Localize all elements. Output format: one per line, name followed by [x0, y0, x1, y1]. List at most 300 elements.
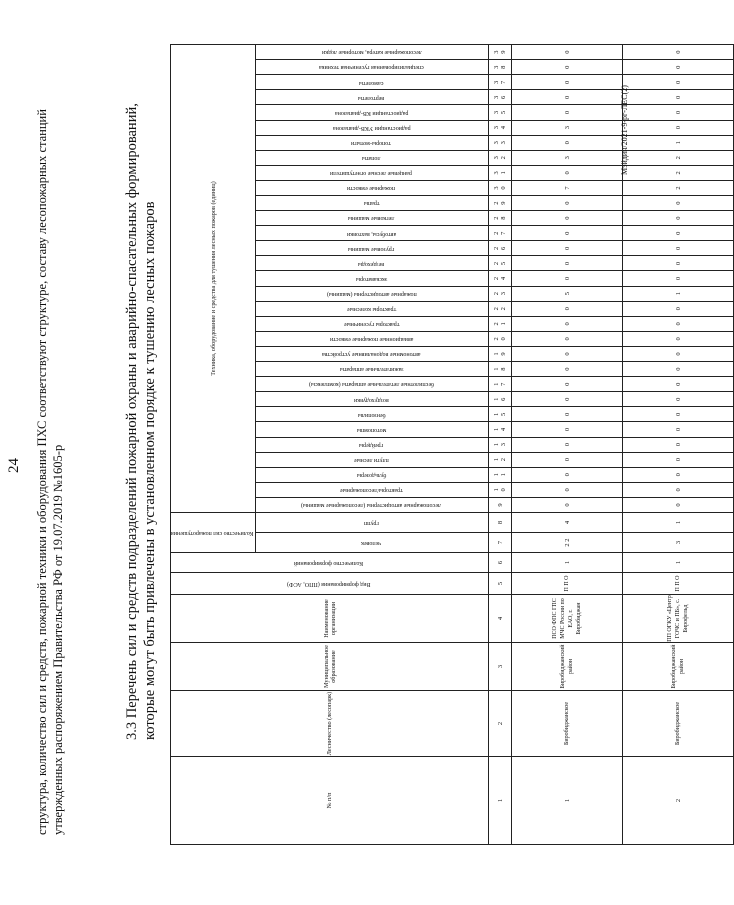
cell-equipment-8-text: 0 [674, 397, 682, 401]
header-equipment-18-text: грузовые машины [348, 245, 395, 252]
header-equipment-26-text: радиостанции УКВ-диапазона [332, 124, 411, 131]
col-number-equip-22 [489, 180, 512, 195]
col-number-equip-8-text: 1 6 [493, 397, 508, 401]
cell-equipment-5-text: 0 [563, 442, 571, 447]
cell-groups [512, 513, 623, 533]
cell-equipment-24 [512, 150, 623, 165]
cell-equipment-21-text: 0 [674, 201, 682, 205]
header-equipment-9 [256, 377, 489, 392]
col-number-equip-18-text: 2 6 [493, 246, 508, 250]
cell-equipment-21 [623, 196, 734, 211]
cell-equipment-15-text: 5 [563, 292, 571, 296]
cell-formation-count [623, 553, 734, 573]
cell-equipment-30 [623, 60, 734, 75]
cell-equipment-26 [623, 120, 734, 135]
cell-equipment-18 [512, 241, 623, 256]
header-equipment-28-text: вертолеты [358, 94, 385, 101]
header-equipment-12-text: авиационные пожарные емкости [329, 336, 414, 343]
cell-equipment-25 [623, 135, 734, 150]
col-number-equip-25 [489, 135, 512, 150]
header-equipment-28 [256, 90, 489, 105]
cell-equipment-24-text: 3 [563, 156, 571, 160]
cell-equipment-15 [512, 286, 623, 301]
header-formation-type [171, 573, 489, 595]
table-row [512, 45, 623, 845]
header-equipment-31 [256, 45, 489, 60]
cell-equipment-4-text: 0 [674, 458, 682, 462]
cell-municipality-text: Биробиджанский район [560, 644, 575, 689]
cell-groups-text: 1 [674, 520, 682, 525]
header-organization-text: Наименование организации [322, 599, 337, 638]
header-equipment-7 [256, 407, 489, 422]
cell-equipment-1 [623, 497, 734, 512]
cell-forestry [623, 691, 734, 757]
header-equipment-16-text: экскаваторы [355, 275, 388, 282]
header-equipment-2 [256, 482, 489, 497]
cell-equipment-1-text: 0 [674, 503, 682, 507]
cell-equipment-6 [623, 422, 734, 437]
cell-num-text: 1 [563, 798, 571, 803]
col-number-equip-19-text: 2 7 [493, 231, 508, 235]
cell-equipment-5-text: 0 [674, 442, 682, 447]
header-equipment-8-text: воздуходувки [354, 396, 389, 403]
cell-equipment-14-text: 0 [674, 307, 682, 311]
cell-equipment-20 [512, 211, 623, 226]
header-equipment-7-text: бензопилы [357, 411, 386, 418]
section-title-line-2: которые могут быть привлечены в установленном порядке к тушению лесных пожаров [142, 201, 158, 740]
cell-equipment-26-text: 0 [674, 125, 682, 130]
col-number-c4 [489, 595, 512, 643]
cell-organization-text: ПСО ФПС ГПС МЧС России по ЕАО, г. Биробиджан [552, 598, 583, 639]
cell-equipment-12 [512, 331, 623, 346]
header-equipment-6 [256, 422, 489, 437]
cell-equipment-19 [512, 226, 623, 241]
header-equipment-11-text: автономные водоналивные устройства [322, 351, 421, 358]
cell-equipment-1-text: 0 [563, 503, 571, 507]
cell-equipment-20-text: 0 [674, 216, 682, 220]
cell-equipment-13 [623, 316, 734, 331]
cell-municipality-text: Биробиджанский район [671, 644, 686, 689]
cell-formation-type [623, 573, 734, 595]
col-number-equip-14-text: 2 2 [493, 307, 508, 311]
col-number-equip-13 [489, 316, 512, 331]
header-equipment-23-text: ранцевые лесные огнетушители [330, 170, 413, 177]
document-code: Мэйдин/2021-9-рг-ЛЕС(2) [620, 85, 629, 175]
cell-equipment-5 [512, 437, 623, 452]
col-number-equip-24 [489, 150, 512, 165]
header-equipment-10-text: зажигательные аппараты [339, 366, 404, 373]
col-number-c6 [489, 553, 512, 573]
cell-people [512, 533, 623, 553]
cell-groups [623, 513, 734, 533]
numbering-row [489, 45, 512, 845]
cell-equipment-19-text: 0 [563, 231, 571, 235]
col-number-equip-9-text: 1 7 [493, 382, 508, 386]
page-number: 24 [6, 458, 22, 473]
cell-equipment-3 [623, 467, 734, 482]
cell-num [623, 757, 734, 845]
col-number-equip-1 [489, 497, 512, 512]
header-equipment-30 [256, 60, 489, 75]
col-number-equip-23 [489, 165, 512, 180]
cell-equipment-18-text: 0 [674, 246, 682, 250]
header-equipment-6-text: мотопомпы [356, 426, 387, 433]
cell-equipment-10-text: 0 [674, 367, 682, 371]
col-number-equip-25-text: 3 3 [493, 141, 508, 145]
header-equipment-14-text: тракторы колесные [346, 305, 396, 312]
header-equipment-22-text: пожарные емкости [347, 185, 396, 192]
col-number-equip-11 [489, 346, 512, 361]
col-number-c5 [489, 573, 512, 595]
col-number-equip-28-text: 3 6 [493, 95, 508, 100]
cell-equipment-21-text: 0 [563, 201, 571, 205]
cell-equipment-13 [512, 316, 623, 331]
cell-organization [512, 595, 623, 643]
cell-equipment-12-text: 0 [674, 337, 682, 341]
cell-equipment-28 [623, 90, 734, 105]
header-equipment-17-text: вездеходы [358, 260, 385, 267]
col-number-equip-18 [489, 241, 512, 256]
cell-people-text: 3 [674, 540, 682, 545]
header-groups-text: групп [364, 519, 379, 526]
cell-equipment-19 [623, 226, 734, 241]
cell-equipment-22-text: 2 [674, 186, 682, 190]
cell-equipment-29 [623, 75, 734, 90]
col-number-equip-12 [489, 331, 512, 346]
cell-equipment-23 [512, 165, 623, 180]
cell-forestry-text: Биробиджанское [675, 702, 682, 746]
cell-equipment-7 [512, 407, 623, 422]
cell-formation-type-text: П П О [564, 575, 571, 592]
header-equipment-31-text: лесопожарные катера, моторные лодки [321, 49, 422, 56]
col-number-equip-26-text: 3 4 [493, 125, 508, 130]
cell-equipment-27 [623, 105, 734, 120]
col-number-equip-6-text: 1 4 [493, 427, 508, 432]
cell-equipment-7 [623, 407, 734, 422]
cell-equipment-3 [512, 467, 623, 482]
col-number-equip-3 [489, 467, 512, 482]
table-row [623, 45, 734, 845]
cell-formation-type [512, 573, 623, 595]
cell-equipment-28-text: 0 [563, 95, 571, 100]
cell-equipment-17 [623, 256, 734, 271]
col-number-equip-29-text: 3 7 [493, 80, 508, 84]
cell-equipment-10-text: 0 [563, 367, 571, 371]
cell-municipality [623, 643, 734, 691]
col-number-equip-12-text: 2 0 [493, 337, 508, 341]
cell-organization [623, 595, 734, 643]
header-equipment-27 [256, 105, 489, 120]
cell-equipment-6 [512, 422, 623, 437]
col-number-equip-2-text: 1 0 [493, 488, 508, 492]
cell-equipment-23-text: 2 [674, 171, 682, 175]
header-equipment-4 [256, 452, 489, 467]
header-equipment-24-text: лопаты [362, 155, 381, 162]
cell-equipment-17-text: 0 [674, 261, 682, 266]
header-equipment-26 [256, 120, 489, 135]
cell-equipment-11 [512, 346, 623, 361]
header-equipment-20-text: легковые машины [348, 215, 395, 222]
cell-equipment-3-text: 0 [674, 473, 682, 477]
cell-equipment-29-text: 0 [674, 80, 682, 84]
cell-equipment-27-text: 0 [674, 110, 682, 115]
cell-equipment-6-text: 0 [674, 427, 682, 432]
cell-equipment-12 [623, 331, 734, 346]
col-number-c6-text: 6 [496, 560, 504, 565]
cell-equipment-26 [512, 120, 623, 135]
header-equipment-group [171, 45, 256, 513]
col-number-equip-9 [489, 377, 512, 392]
header-equipment-21-text: трапы [363, 200, 380, 207]
cell-groups-text: 4 [563, 520, 571, 525]
col-number-c2 [489, 691, 512, 757]
intro-line-2: утвержденных распоряжением Правительства РФ от 19.07.2019 №1605-р [51, 444, 65, 835]
cell-equipment-2-text: 0 [674, 488, 682, 492]
header-formation-count-text: Количество формирований [294, 559, 364, 566]
cell-equipment-16 [512, 271, 623, 286]
cell-equipment-18 [623, 241, 734, 256]
header-municipality [171, 643, 489, 691]
cell-equipment-30-text: 0 [563, 65, 571, 69]
cell-equipment-24 [623, 150, 734, 165]
header-num-text: № п/п [326, 792, 334, 809]
header-formation-type-text: Вид формирования (ППО, АСФ) [286, 580, 371, 587]
col-number-equip-5-text: 1 3 [493, 442, 508, 447]
col-number-equip-23-text: 3 1 [493, 171, 508, 175]
cell-equipment-3-text: 0 [563, 473, 571, 477]
header-equipment-11 [256, 346, 489, 361]
cell-equipment-11-text: 0 [563, 352, 571, 356]
cell-equipment-31-text: 0 [563, 50, 571, 54]
col-number-equip-17-text: 2 5 [493, 261, 508, 266]
cell-equipment-2-text: 0 [563, 488, 571, 492]
header-equipment-30-text: специализированная гусеничная техника [319, 64, 424, 71]
cell-formation-count-text: 1 [674, 560, 682, 565]
cell-equipment-5 [623, 437, 734, 452]
col-number-equip-11-text: 1 9 [493, 352, 508, 356]
header-equipment-24 [256, 150, 489, 165]
cell-equipment-9 [623, 377, 734, 392]
header-people [256, 533, 489, 553]
cell-equipment-16 [623, 271, 734, 286]
header-equipment-5 [256, 437, 489, 452]
header-equipment-1 [256, 497, 489, 512]
header-forestry [171, 691, 489, 757]
col-number-equip-24-text: 3 2 [493, 156, 508, 160]
header-equipment-22 [256, 180, 489, 195]
cell-equipment-16-text: 0 [674, 276, 682, 281]
cell-equipment-1 [512, 497, 623, 512]
cell-equipment-30 [512, 60, 623, 75]
col-number-c7 [489, 533, 512, 553]
cell-people [623, 533, 734, 553]
header-personnel-group-text: Количество сил пожаротушения [171, 529, 254, 536]
cell-equipment-11 [623, 346, 734, 361]
header-equipment-13 [256, 316, 489, 331]
col-number-equip-5 [489, 437, 512, 452]
col-number-equip-27-text: 3 5 [493, 110, 508, 115]
cell-equipment-14 [512, 301, 623, 316]
cell-equipment-14-text: 0 [563, 307, 571, 311]
col-number-c1 [489, 757, 512, 845]
cell-forestry [512, 691, 623, 757]
col-number-equip-15 [489, 286, 512, 301]
cell-equipment-25-text: 0 [563, 141, 571, 145]
col-number-equip-3-text: 1 1 [493, 473, 508, 477]
cell-forestry-text: Биробиджанское [564, 702, 571, 746]
cell-equipment-13-text: 0 [563, 322, 571, 326]
header-num [171, 757, 489, 845]
cell-equipment-31-text: 0 [674, 50, 682, 54]
col-number-equip-10 [489, 362, 512, 377]
cell-organization-text: ПП ОГКУ «Центр ГОЧС и ПБ», с. Бирофельд [667, 595, 690, 642]
cell-equipment-17 [512, 256, 623, 271]
cell-equipment-4-text: 0 [563, 458, 571, 462]
header-equipment-3-text: бульдозеры [356, 472, 387, 479]
cell-equipment-31 [512, 45, 623, 60]
header-equipment-20 [256, 211, 489, 226]
header-equipment-5-text: грейдеры [359, 441, 384, 448]
header-equipment-10 [256, 362, 489, 377]
cell-equipment-31 [623, 45, 734, 60]
header-equipment-25-text: топоры-мотыги [351, 139, 392, 146]
header-equipment-8 [256, 392, 489, 407]
col-number-c2-text: 2 [496, 721, 504, 726]
col-number-equip-4 [489, 452, 512, 467]
col-number-c3-text: 3 [496, 664, 504, 669]
header-equipment-27-text: радиостанции КВ-диапазона [334, 109, 409, 116]
cell-equipment-29-text: 0 [563, 80, 571, 84]
col-number-c7-text: 7 [496, 540, 504, 545]
forces-table [170, 44, 734, 845]
cell-equipment-10 [623, 362, 734, 377]
header-row-1 [171, 45, 256, 845]
col-number-equip-6 [489, 422, 512, 437]
cell-formation-count-text: 1 [563, 560, 571, 565]
header-equipment-15-text: пожарные автоцистерны (машины) [326, 290, 417, 297]
header-equipment-21 [256, 196, 489, 211]
cell-equipment-6-text: 0 [563, 427, 571, 432]
header-personnel-group [171, 513, 256, 553]
col-number-c8 [489, 513, 512, 533]
header-equipment-29-text: самолеты [359, 79, 384, 86]
header-forestry-text: Лесничество (лесопарк) [326, 691, 334, 756]
header-equipment-16 [256, 271, 489, 286]
cell-equipment-11-text: 0 [674, 352, 682, 356]
col-number-equip-17 [489, 256, 512, 271]
col-number-equip-28 [489, 90, 512, 105]
col-number-equip-31-text: 3 9 [493, 50, 508, 54]
header-equipment-3 [256, 467, 489, 482]
cell-equipment-27 [512, 105, 623, 120]
cell-equipment-2 [512, 482, 623, 497]
cell-equipment-22 [623, 180, 734, 195]
cell-equipment-21 [512, 196, 623, 211]
cell-equipment-15 [623, 286, 734, 301]
cell-equipment-22-text: 7 [563, 186, 571, 190]
col-number-equip-7 [489, 407, 512, 422]
col-number-equip-30 [489, 60, 512, 75]
cell-formation-count [512, 553, 623, 573]
cell-equipment-7-text: 0 [674, 412, 682, 417]
cell-equipment-4 [623, 452, 734, 467]
cell-people-text: 2 2 [563, 538, 571, 547]
col-number-equip-15-text: 2 3 [493, 292, 508, 296]
intro-line-1: структура, количество сил и средств, пожарной техники и оборудования ПХС соответствуют структуре, составу лесопожарных станций [35, 109, 49, 835]
cell-equipment-25-text: 1 [674, 141, 682, 145]
header-municipality-text: Муниципальное образование [322, 645, 337, 688]
header-equipment-9-text: беспилотные летательные аппараты (комплексы) [308, 381, 434, 388]
col-number-c1-text: 1 [496, 798, 504, 803]
header-equipment-29 [256, 75, 489, 90]
col-number-equip-26 [489, 120, 512, 135]
header-equipment-12 [256, 331, 489, 346]
cell-equipment-9-text: 0 [674, 382, 682, 386]
col-number-equip-1-text: 9 [496, 503, 504, 507]
header-equipment-1-text: лесопожарные автоцистерны (лесопожарные машины) [301, 502, 442, 509]
cell-equipment-20 [623, 211, 734, 226]
cell-formation-type-text: П П О [675, 575, 682, 592]
col-number-equip-20-text: 2 8 [493, 216, 508, 220]
col-number-equip-20 [489, 211, 512, 226]
col-number-equip-21-text: 2 9 [493, 201, 508, 205]
cell-num [512, 757, 623, 845]
col-number-equip-16-text: 2 4 [493, 276, 508, 281]
col-number-equip-21 [489, 196, 512, 211]
header-organization [171, 595, 489, 643]
col-number-c4-text: 4 [496, 616, 504, 621]
col-number-equip-30-text: 3 8 [493, 65, 508, 69]
col-number-equip-31 [489, 45, 512, 60]
header-equipment-23 [256, 165, 489, 180]
header-equipment-19-text: автобусы, вахтовки [346, 230, 396, 237]
header-equipment-group-text: Техника, оборудование и средства для тушения лесных пожаров (единиц) [209, 181, 217, 376]
cell-equipment-17-text: 0 [563, 261, 571, 266]
cell-equipment-23-text: 0 [563, 171, 571, 175]
header-equipment-15 [256, 286, 489, 301]
cell-num-text: 2 [674, 798, 682, 803]
cell-equipment-8 [512, 392, 623, 407]
cell-equipment-28 [512, 90, 623, 105]
header-equipment-17 [256, 256, 489, 271]
col-number-equip-8 [489, 392, 512, 407]
header-equipment-14 [256, 301, 489, 316]
col-number-equip-4-text: 1 2 [493, 458, 508, 462]
cell-equipment-4 [512, 452, 623, 467]
cell-equipment-29 [512, 75, 623, 90]
cell-equipment-18-text: 0 [563, 246, 571, 250]
header-equipment-13-text: тракторы гусеничные [343, 321, 400, 328]
cell-equipment-12-text: 0 [563, 337, 571, 341]
col-number-equip-22-text: 3 0 [493, 186, 508, 190]
col-number-equip-14 [489, 301, 512, 316]
col-number-equip-7-text: 1 5 [493, 412, 508, 417]
cell-equipment-7-text: 0 [563, 412, 571, 417]
col-number-c3 [489, 643, 512, 691]
cell-equipment-16-text: 0 [563, 276, 571, 281]
header-equipment-18 [256, 241, 489, 256]
col-number-equip-27 [489, 105, 512, 120]
cell-equipment-14 [623, 301, 734, 316]
header-groups [256, 513, 489, 533]
cell-equipment-28-text: 0 [674, 95, 682, 100]
header-formation-count [171, 553, 489, 573]
header-equipment-2-text: тракторы/лесопожарные [340, 487, 403, 494]
col-number-equip-2 [489, 482, 512, 497]
cell-equipment-25 [512, 135, 623, 150]
header-equipment-19 [256, 226, 489, 241]
col-number-c8-text: 8 [496, 520, 504, 525]
